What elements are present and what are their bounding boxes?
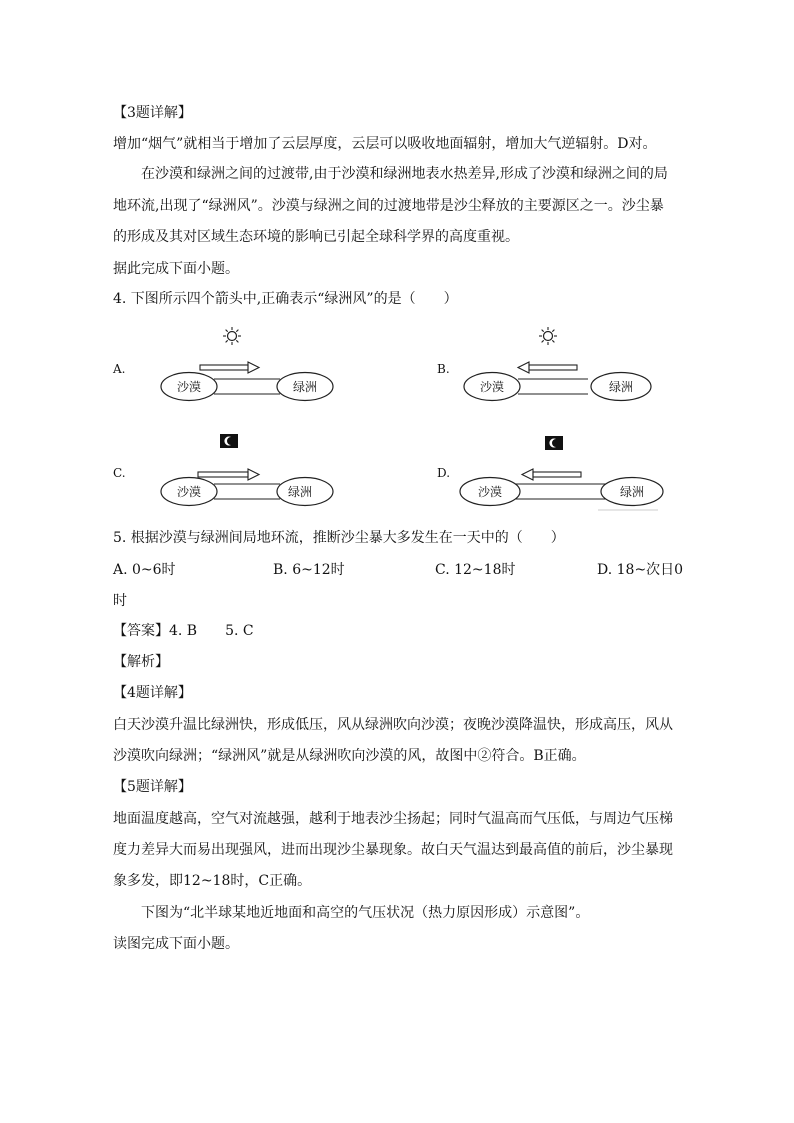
q5-option-d-continued: 时 [113, 593, 127, 609]
q5-detail-line-1: 地面温度越高，空气对流越强，越利于地表沙尘扬起；同时气温高而气压低，与周边气压梯 [113, 811, 673, 827]
oasis-label: 绿洲 [287, 485, 313, 499]
q5-option-c: C. 12~18时 [435, 562, 516, 578]
oasis-label: 绿洲 [608, 380, 634, 394]
q5-option-d: D. 18~次日0 [597, 562, 684, 578]
option-b-diagram [462, 325, 662, 410]
sun-icon [539, 327, 557, 345]
next-intro-line-1: 下图为“北半球某地近地面和高空的气压状况（热力原因形成）示意图”。 [141, 905, 590, 921]
moon-icon [220, 434, 238, 448]
intro-line-3: 的形成及其对区域生态环境的影响已引起全球科学界的高度重视。 [113, 229, 519, 245]
analysis-header: 【解析】 [113, 654, 169, 670]
desert-label: 沙漠 [176, 485, 202, 499]
q5-detail-line-2: 度力差异大而易出现强风，进而出现沙尘暴现象。故白天气温达到最高值的前后，沙尘暴现 [113, 842, 673, 858]
desert-label: 沙漠 [479, 380, 505, 394]
answer-line: 【答案】4. B 5. C [113, 623, 254, 639]
q3-header: 【3题详解】 [113, 105, 192, 121]
intro-line-1: 在沙漠和绿洲之间的过渡带,由于沙漠和绿洲地表水热差异,形成了沙漠和绿洲之间的局 [141, 166, 668, 182]
option-c-label: C. [113, 466, 126, 480]
oasis-label: 绿洲 [292, 380, 318, 394]
q3-explanation: 增加“烟气”就相当于增加了云层厚度，云层可以吸收地面辐射，增加大气逆辐射。D对。 [113, 136, 657, 152]
sun-icon [223, 327, 241, 345]
q4-detail-line-2: 沙漠吹向绿洲；“绿洲风”就是从绿洲吹向沙漠的风，故图中②符合。B正确。 [113, 748, 586, 764]
q5-detail-line-3: 象多发，即12~18时，C正确。 [113, 873, 312, 889]
q4-detail-line-1: 白天沙漠升温比绿洲快，形成低压，风从绿洲吹向沙漠；夜晚沙漠降温快，形成高压，风从 [113, 717, 673, 733]
option-d-diagram [458, 430, 668, 515]
option-a-diagram [160, 325, 350, 410]
q5-detail-header: 【5题详解】 [113, 779, 192, 795]
option-b-label: B. [437, 362, 450, 376]
intro-line-4: 据此完成下面小题。 [113, 261, 239, 277]
question-4: 4. 下图所示四个箭头中,正确表示“绿洲风”的是（ ） [113, 291, 458, 307]
option-c-diagram [160, 430, 350, 515]
desert-label: 沙漠 [176, 380, 202, 394]
option-a-label: A. [113, 362, 126, 376]
q5-option-b: B. 6~12时 [273, 562, 345, 578]
arrow-right-icon [200, 362, 259, 373]
arrow-left-icon [518, 362, 577, 373]
option-d-label: D. [437, 466, 451, 480]
oasis-label: 绿洲 [619, 485, 645, 499]
moon-icon [545, 436, 563, 450]
arrow-left-icon [522, 469, 581, 480]
question-5: 5. 根据沙漠与绿洲间局地环流，推断沙尘暴大多发生在一天中的（ ） [113, 530, 565, 546]
q4-detail-header: 【4题详解】 [113, 685, 192, 701]
intro-line-2: 地环流,出现了“绿洲风”。沙漠与绿洲之间的过渡地带是沙尘释放的主要源区之一。沙尘暴 [113, 198, 664, 214]
arrow-right-icon [198, 469, 259, 480]
q5-option-a: A. 0~6时 [113, 562, 176, 578]
desert-label: 沙漠 [477, 485, 503, 499]
next-intro-line-2: 读图完成下面小题。 [113, 936, 239, 952]
